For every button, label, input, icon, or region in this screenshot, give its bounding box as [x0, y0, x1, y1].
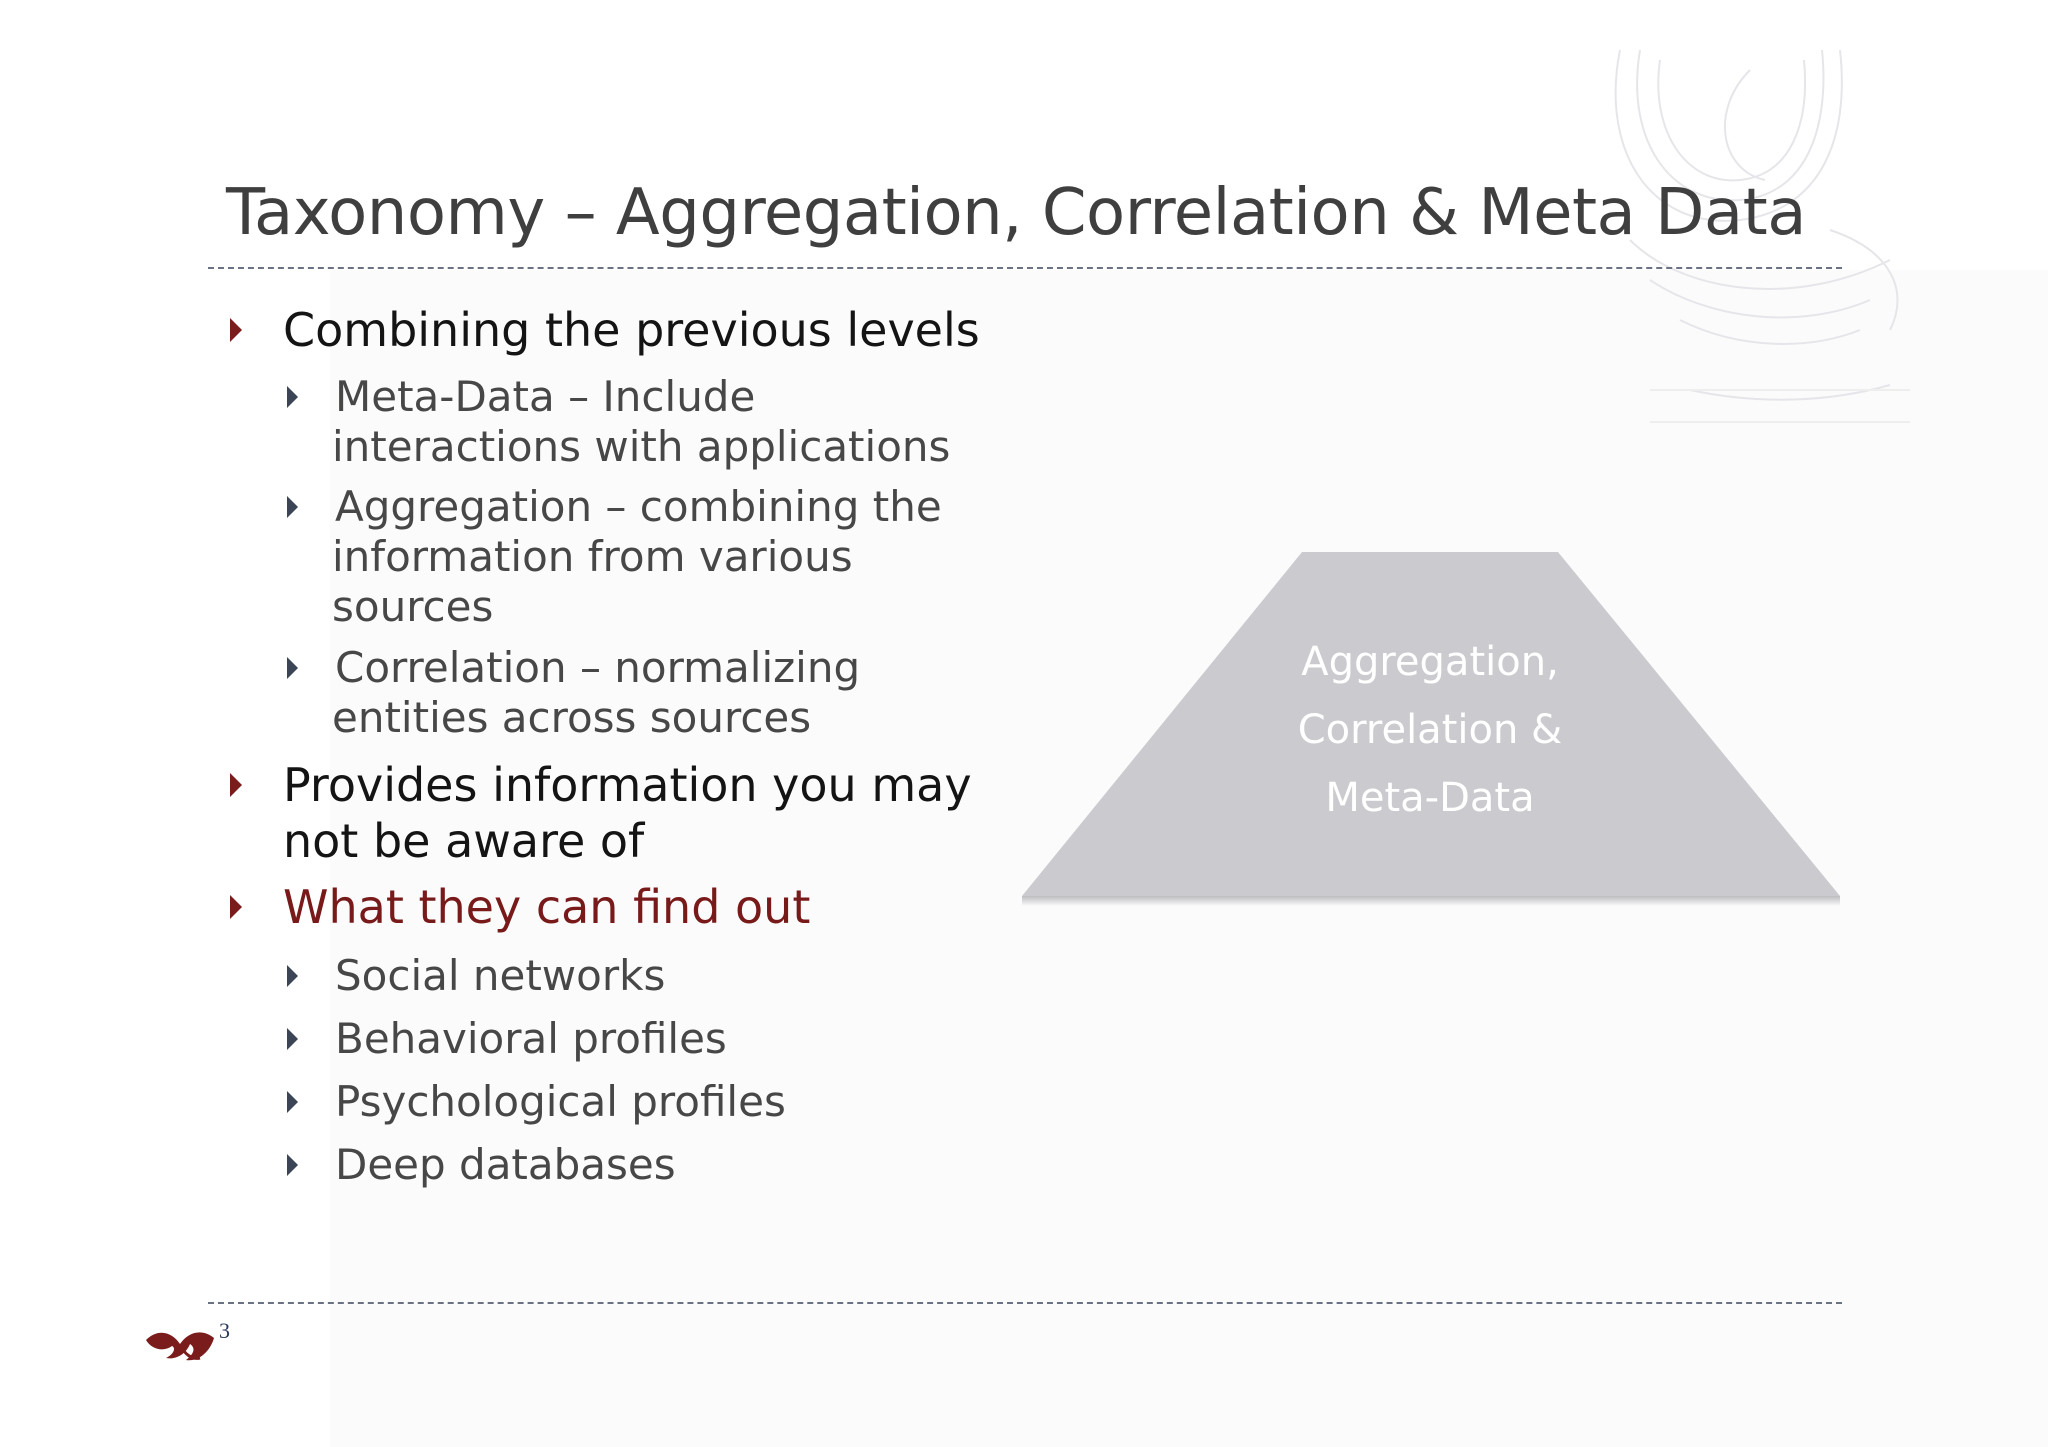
bullet-arrow-icon — [287, 657, 298, 679]
sub-bullet-item — [332, 372, 951, 472]
pyramid-label-line: Meta-Data — [1325, 775, 1535, 821]
bullet-arrow-icon — [287, 1028, 298, 1050]
bullet-arrow-icon — [287, 1154, 298, 1176]
sub-bullet-item — [335, 1140, 676, 1190]
bullet-text: Combining the previous levels — [283, 303, 980, 357]
bullet-arrow-icon — [287, 965, 298, 987]
bullet-arrow-icon — [287, 496, 298, 518]
bullet-arrow-icon — [287, 386, 298, 408]
bullet-arrow-icon — [230, 318, 242, 342]
pyramid-label — [1230, 628, 1630, 832]
logo-superscript: 3 — [219, 1318, 230, 1343]
bullet-item — [283, 302, 980, 358]
slide-title: Taxonomy – Aggregation, Correlation & Meta Data — [226, 176, 1806, 250]
sub-bullet-line: Deep databases — [335, 1140, 676, 1189]
sub-bullet-line: Psychological profiles — [335, 1077, 786, 1126]
bullet-arrow-icon — [230, 773, 242, 797]
bullet-arrow-icon — [287, 1091, 298, 1113]
company-logo — [140, 1310, 250, 1380]
sub-bullet-line: interactions with applications — [332, 422, 951, 471]
bullet-text: What they can find out — [283, 880, 811, 934]
sub-bullet-line: information from various — [332, 532, 853, 581]
sub-bullet-line: Social networks — [335, 951, 666, 1000]
sub-bullet-line: Behavioral profiles — [335, 1014, 727, 1063]
sub-bullet-line: Aggregation – combining the — [335, 482, 942, 531]
bullet-item — [283, 757, 972, 869]
sub-bullet-item — [332, 482, 942, 632]
pyramid-label-line: Correlation & — [1297, 707, 1563, 753]
sub-bullet-line: Correlation – normalizing — [335, 643, 861, 692]
sub-bullet-line: Meta-Data – Include — [335, 372, 756, 421]
bullet-arrow-icon — [230, 895, 242, 919]
bullet-item — [283, 879, 810, 935]
footer-divider — [208, 1302, 1842, 1304]
sub-bullet-line: entities across sources — [332, 693, 812, 742]
bullet-text: not be aware of — [283, 814, 645, 868]
title-divider — [208, 267, 1842, 269]
sub-bullet-item — [335, 1014, 727, 1064]
sub-bullet-item — [335, 1077, 786, 1127]
bullet-text: Provides information you may — [283, 758, 972, 812]
sub-bullet-item — [335, 951, 665, 1001]
sub-bullet-item — [332, 643, 861, 743]
pyramid-label-line: Aggregation, — [1301, 639, 1559, 685]
sub-bullet-line: sources — [332, 582, 494, 631]
